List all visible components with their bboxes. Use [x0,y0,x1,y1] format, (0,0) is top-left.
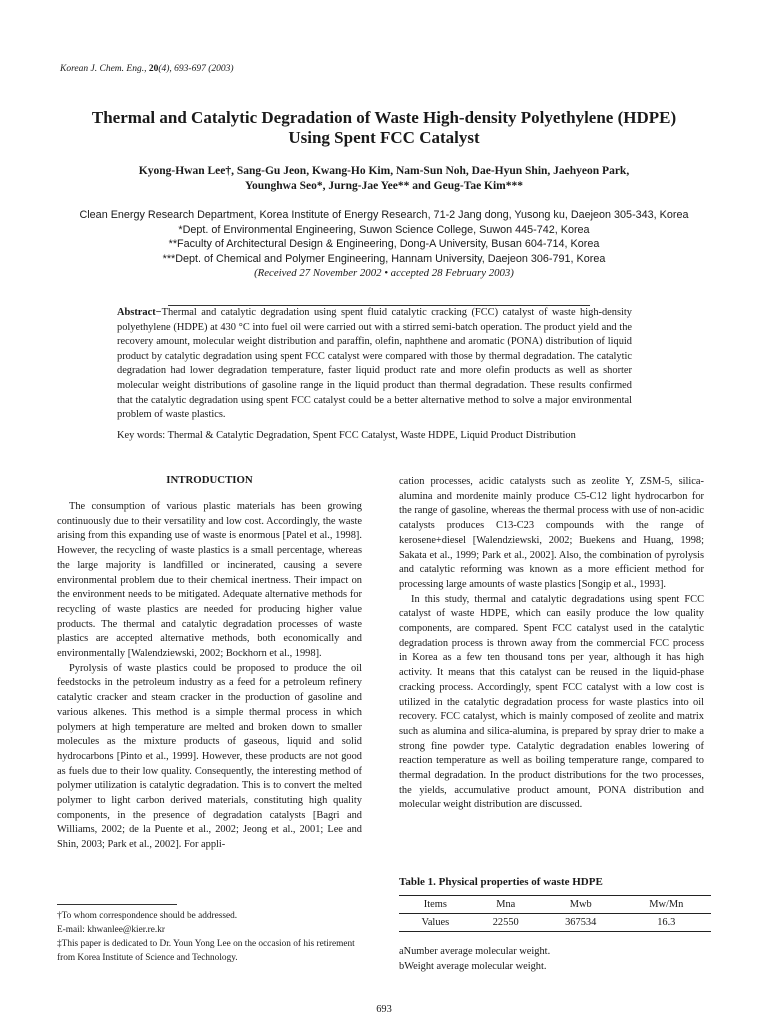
footnote-rule [57,904,177,905]
left-column [57,500,362,853]
table-row [399,914,711,932]
author-list [90,164,678,194]
paragraph: The consumption of various plastic materials has been growing continuously due to their versatility and low cost. Accordingly, the waste arising from this expanding use of waste is enormous [Patel et al., 1998]. However, the recycling of waste plastics is a small percentage, whereas the large majority is landfilled or incinerated, causing a severe environmental problem due to their chemical inertness. Their impact on the environment needs to be mitigated. Adequate alternative methods for recycling of waste plastics are needed for producing higher value products. The thermal and catalytic degradation processes of waste plastics are accepted alternative methods, both economically and environmentally [Walendziewski, 2002; Bockhorn et al., 1998]. [57,501,362,660]
properties-table [399,895,711,932]
table-cell: 22550 [472,914,540,932]
table-note: bWeight average molecular weight. [399,961,547,972]
affiliations [40,208,728,281]
paper-title [60,108,708,148]
table-notes [399,944,550,974]
page-number: 693 [376,1004,392,1015]
authors-line-1: Kyong-Hwan Lee†, Sang-Gu Jeon, Kwang-Ho Kim, Nam-Sun Noh, Dae-Hyun Shin, Jaehyeon Park, [138,165,630,177]
abstract-label: Abstract− [117,307,162,318]
keywords: Key words: Thermal & Catalytic Degradation, Spent FCC Catalyst, Waste HDPE, Liquid Product Distribution [117,430,576,441]
footnote: ‡This paper is dedicated to Dr. Youn Yong Lee on the occasion of his retirement from Korea Institute of Science and Technology. [57,939,355,963]
table-cell: Values [399,914,472,932]
table-cell: 367534 [540,914,622,932]
right-column [399,475,704,813]
footnote: †To whom correspondence should be addressed. [57,911,238,921]
authors-line-2: Younghwa Seo*, Jurng-Jae Yee** and Geug-Tae Kim*** [244,180,524,192]
table-header-cell: Mna [472,896,540,914]
affiliation: **Faculty of Architectural Design & Engineering, Dong-A University, Busan 604-714, Korea [168,238,600,251]
table-cell: 16.3 [622,914,711,932]
title-line-1: Thermal and Catalytic Degradation of Waste High-density Polyethylene (HDPE) [91,108,677,127]
footnote: E-mail: khwanlee@kier.re.kr [57,925,165,935]
journal-issue-pages: (4), 693-697 (2003) [158,64,234,74]
paragraph: cation processes, acidic catalysts such as zeolite Y, ZSM-5, silica-alumina and mordenite mainly produce C5-C12 light hydrocarbon for the range of gasoline, whereas the thermal process with use of non-acidic catalysts produces C13-C23 compounds with the range of kerosene+diesel [Walendziewski, 2002; Buekens and Huang, 1998; Sakata et al., 1999; Park et al., 2002]. Also, the combination of pyrolysis and catalytic reforming was known as a more efficient method for processing large amounts of waste plastics [Songip et al., 1993]. [399,476,704,590]
footnotes [57,909,367,965]
affiliation: *Dept. of Environmental Engineering, Suwon Science College, Suwon 445-742, Korea [178,223,590,236]
section-heading-introduction: INTRODUCTION [166,474,253,486]
table-header-cell: Items [399,896,472,914]
table-header-cell: Mw/Mn [622,896,711,914]
table-title: Table 1. Physical properties of waste HDPE [399,876,603,888]
journal-citation [60,64,234,74]
journal-volume: 20 [148,64,159,74]
paragraph: In this study, thermal and catalytic degradations using spent FCC catalyst of waste HDPE, which can easily produce the low quality components, are compared. Spent FCC catalyst used in the catalytic degradation process is thrown away from the commercial FCC process in Korea as a few ten thousand tons per year, although it has high activity. It means that this catalyst can be reused in the liquid-phase cracking process. Accordingly, spent FCC catalyst with a low cost is utilized in the catalytic degradation process for waste plastics into oil recovery. FCC catalyst, which is mainly composed of zeolite and matrix such as alumina and silica-alumina, is prepared by spray drier to make a strong fine powder type. Catalytic degradation enables lowering of reaction temperature as well as boiling temperature range, compared to thermal degradation. In the product distributions for the two processes, the yields, accumulative product amount, PONA distribution and molecular weight distribution are discussed. [399,593,704,811]
affiliation: Clean Energy Research Department, Korea Institute of Energy Research, 71-2 Jang dong, Yusong ku, Daejeon 305-343, Korea [79,209,689,221]
title-line-2: Using Spent FCC Catalyst [288,128,480,147]
table-header-row [399,896,711,914]
paragraph: Pyrolysis of waste plastics could be proposed to produce the oil feedstocks in the petroleum industry as a feed for a petroleum refinery catalytic cracker and steam cracker in the production of gasoline and various alkenes. This method is a simple thermal process in which polymers at high temperature are melted and broken down to smaller molecules as the mixture products of gaseous, liquid and solid hydrocarbons [Pinto et al., 1999]. However, these products are not good as fuels due to their low quality. Consequently, the interesting method of polymer utilization is catalytic degradation. This is to convert the melted polymer to light carbon derived materials, constituting high quality components, in the presence of degradation catalysts [Bagri and Williams, 2002; de la Puente et al., 2002; Jeong et al., 2001; Lee and Shin, 2003; Park et al., 2002]. For appli- [57,662,362,851]
table-note: aNumber average molecular weight. [399,946,551,957]
table-header-cell: Mwb [540,896,622,914]
abstract-text: Thermal and catalytic degradation using spent fluid catalytic cracking (FCC) catalyst of waste high-density polyethylene (HDPE) at 430 °C into fuel oil were carried out with a stirred semi-batch operation. The product yield and the recovery amount, molecular weight distribution and paraffin, olefin, naphthene and aromatic (PONA) distribution of liquid product by catalytic degradation using spent FCC catalyst were compared with those by thermal degradation. The catalytic degradation had lower degradation temperature, faster liquid product rate and more olefin products as well as shorter molecular weight distributions of gasoline range in the liquid product than thermal degradation. These results confirmed that the catalytic degradation using spent FCC catalyst could be a better alternative method to solve a major environmental problem of waste plastics. [117,307,632,421]
received-dates: (Received 27 November 2002 • accepted 28 February 2003) [254,267,514,280]
affiliation: ***Dept. of Chemical and Polymer Engineering, Hannam University, Daejeon 306-791, Korea [162,252,606,265]
abstract [117,306,632,423]
journal-name: Korean J. Chem. Eng., [60,64,147,74]
